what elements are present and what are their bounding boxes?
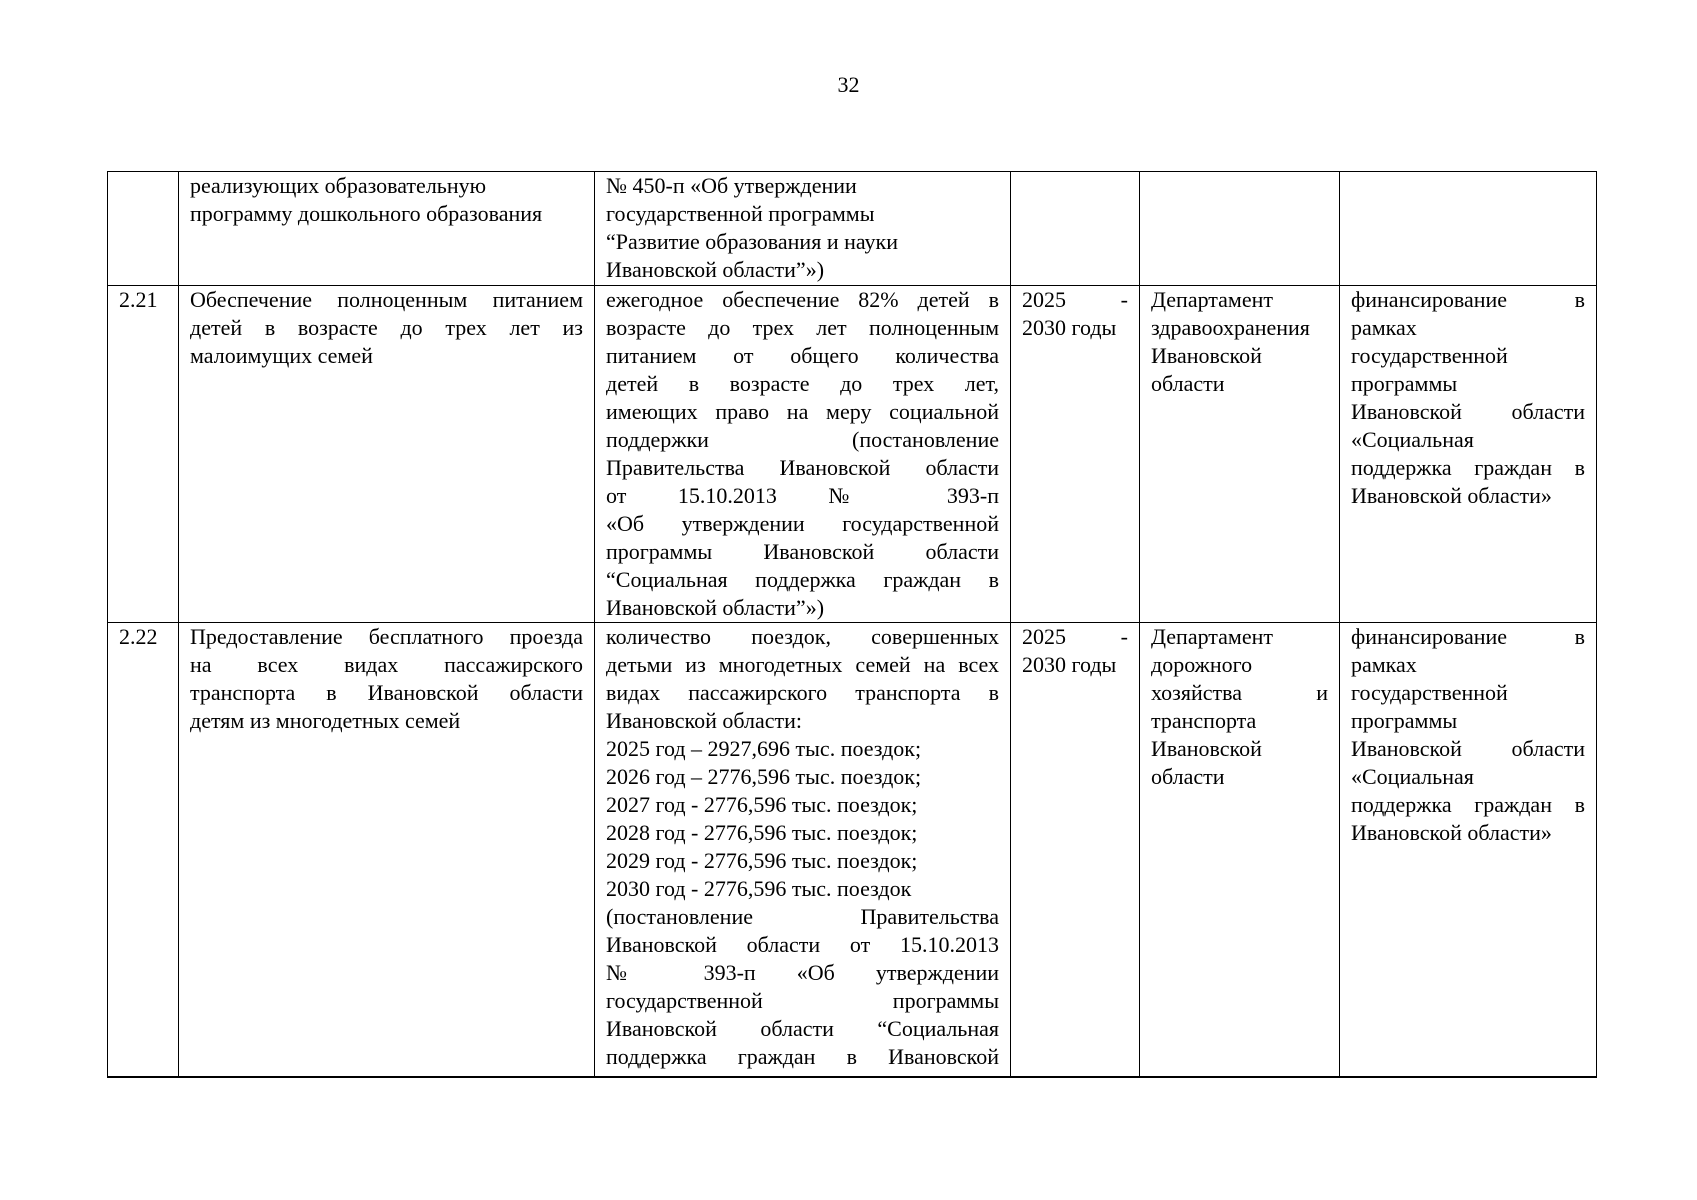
indicator-cell: количество поездок, совершенных детьми из многодетных семей на всех видах пассажирского транспорта в Ивановской области: 2025 год – 2927,696 тыс. поездок; 2026 год – 2776,596 тыс. поездок; 2027 год - 2776,596 тыс. поездок; 2028 год - 2776,596 тыс. поездок; 2029 год - 2776,596 тыс. поездок; 2030 год - 2776,596 тыс. поездок (постановление Правительства Ивановской области от 15.10.2013 № 393-п «Об утверждении государственной программы Ивановской области “Социальная поддержка граждан в Ивановской (595, 623, 1011, 1077)
measure-cell: Предоставление бесплатного проезда на всех видах пассажирского транспорта в Ивановской области детям из многодетных семей (179, 623, 595, 1077)
period-cell: 2025 - 2030 годы (1011, 623, 1140, 1077)
indicator-cell: № 450-п «Об утверждении государственной программы “Развитие образования и науки Ивановской области”») (595, 172, 1011, 286)
row-number-cell (108, 172, 179, 286)
executor-cell: Департамент дорожного хозяйства и транспорта Ивановской области (1140, 623, 1340, 1077)
measure-cell: Обеспечение полноценным питанием детей в возрасте до трех лет из малоимущих семей (179, 286, 595, 623)
table-row-2-22 (108, 623, 1597, 1077)
indicator-cell: ежегодное обеспечение 82% детей в возрасте до трех лет полноценным питанием от общего количества детей в возрасте до трех лет, имеющих право на меру социальной поддержки (постановление Правительства Ивановской области от 15.10.2013 № 393-п «Об утверждении государственной программы Ивановской области “Социальная поддержка граждан в Ивановской области”») (595, 286, 1011, 623)
measure-cell: реализующих образовательную программу дошкольного образования (179, 172, 595, 286)
period-cell (1011, 172, 1140, 286)
row-number-cell: 2.21 (108, 286, 179, 623)
period-cell: 2025 - 2030 годы (1011, 286, 1140, 623)
table-row-continuation (108, 172, 1597, 286)
financing-cell: финансирование в рамках государственной программы Ивановской области «Социальная поддержка граждан в Ивановской области» (1340, 286, 1597, 623)
executor-cell (1140, 172, 1340, 286)
row-number-cell: 2.22 (108, 623, 179, 1077)
page-number: 32 (837, 72, 860, 97)
financing-cell (1340, 172, 1597, 286)
measures-table (107, 171, 1597, 1078)
table-row-2-21 (108, 286, 1597, 623)
financing-cell: финансирование в рамках государственной программы Ивановской области «Социальная поддержка граждан в Ивановской области» (1340, 623, 1597, 1077)
executor-cell: Департамент здравоохранения Ивановской области (1140, 286, 1340, 623)
